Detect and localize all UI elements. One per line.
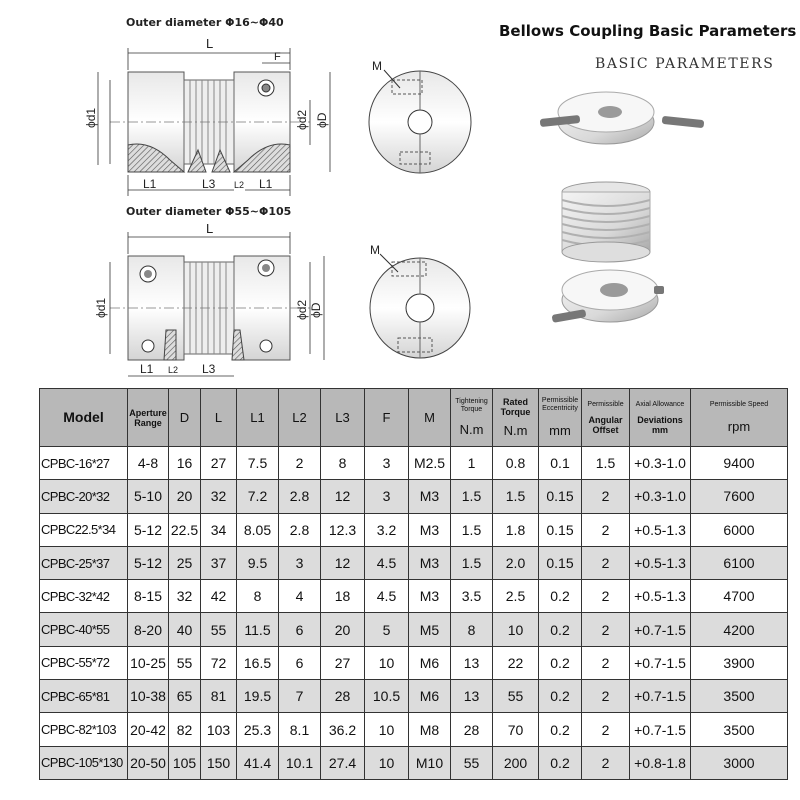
cell-l1: 8.05 (237, 513, 279, 546)
cell-m: M5 (409, 613, 451, 646)
header-aperture-range: Aperture Range (128, 389, 169, 447)
product-photo-hub-bottom (552, 270, 664, 323)
cell-tightening: 3.5 (451, 580, 493, 613)
cell-d: 82 (169, 713, 201, 746)
cell-d: 40 (169, 613, 201, 646)
cell-l2: 2.8 (279, 480, 321, 513)
cell-axial: +0.7-1.5 (630, 613, 691, 646)
cell-l: 37 (201, 546, 237, 579)
dim-label-l: L (206, 36, 214, 51)
cell-speed: 7600 (691, 480, 788, 513)
cell-speed: 3500 (691, 713, 788, 746)
cell-d: 20 (169, 480, 201, 513)
cell-axial: +0.5-1.3 (630, 546, 691, 579)
cell-aperture: 5-12 (128, 513, 169, 546)
cell-l2: 6 (279, 613, 321, 646)
cell-model: CPBC-105*130 (40, 746, 128, 779)
top-coupling-end-view (369, 70, 471, 173)
header-l: L (201, 389, 237, 447)
cell-l1: 11.5 (237, 613, 279, 646)
cell-rated: 1.8 (493, 513, 539, 546)
cell-l2: 6 (279, 646, 321, 679)
header-m: M (409, 389, 451, 447)
cell-model: CPBC-20*32 (40, 480, 128, 513)
cell-m: M2.5 (409, 447, 451, 480)
cell-l1: 19.5 (237, 680, 279, 713)
product-photo-hub-with-screws (540, 92, 705, 144)
cell-tightening: 1.5 (451, 546, 493, 579)
cell-m: M8 (409, 713, 451, 746)
cell-speed: 6000 (691, 513, 788, 546)
cell-l2: 2 (279, 447, 321, 480)
dim-label-m-top: M (372, 59, 382, 73)
dim-label-f: F (274, 51, 281, 63)
cell-ecc: 0.1 (539, 447, 582, 480)
cell-m: M3 (409, 580, 451, 613)
cell-aperture: 10-25 (128, 646, 169, 679)
top-diagram-caption: Outer diameter Φ16~Φ40 (126, 16, 284, 29)
header-d: D (169, 389, 201, 447)
header-eccentricity: Permissible Eccentricity mm (539, 389, 582, 447)
cell-tightening: 13 (451, 646, 493, 679)
cell-rated: 55 (493, 680, 539, 713)
cell-axial: +0.5-1.3 (630, 580, 691, 613)
cell-ecc: 0.2 (539, 746, 582, 779)
cell-l1: 7.5 (237, 447, 279, 480)
cell-l: 34 (201, 513, 237, 546)
header-f: F (365, 389, 409, 447)
cell-d: 65 (169, 680, 201, 713)
dim-label-big-d-bottom: ϕD (309, 302, 323, 318)
cell-axial: +0.5-1.3 (630, 513, 691, 546)
table-row (40, 580, 788, 613)
table-row (40, 513, 788, 546)
cell-l: 81 (201, 680, 237, 713)
header-model: Model (40, 389, 128, 447)
cell-l: 150 (201, 746, 237, 779)
cell-d: 32 (169, 580, 201, 613)
cell-l1: 16.5 (237, 646, 279, 679)
cell-l: 42 (201, 580, 237, 613)
spec-table (39, 388, 788, 780)
cell-d: 105 (169, 746, 201, 779)
cell-l3: 28 (321, 680, 365, 713)
page-title: Bellows Coupling Basic Parameters (499, 22, 797, 40)
cell-l3: 27.4 (321, 746, 365, 779)
dim-label-d2-bottom: ϕd2 (295, 299, 309, 320)
cell-m: M3 (409, 513, 451, 546)
cell-rated: 10 (493, 613, 539, 646)
cell-aperture: 8-20 (128, 613, 169, 646)
cell-speed: 9400 (691, 447, 788, 480)
cell-axial: +0.7-1.5 (630, 713, 691, 746)
cell-tightening: 1.5 (451, 480, 493, 513)
dim-label-l1-left: L1 (143, 177, 157, 191)
dim-label-m-bottom: M (370, 243, 380, 257)
cell-ecc: 0.2 (539, 713, 582, 746)
header-tightening-torque: Tightening Torque N.m (451, 389, 493, 447)
cell-d: 16 (169, 447, 201, 480)
cell-rated: 2.5 (493, 580, 539, 613)
cell-aperture: 10-38 (128, 680, 169, 713)
cell-axial: +0.8-1.8 (630, 746, 691, 779)
table-row (40, 680, 788, 713)
cell-ecc: 0.15 (539, 546, 582, 579)
cell-l2: 7 (279, 680, 321, 713)
cell-aperture: 20-42 (128, 713, 169, 746)
table-row (40, 447, 788, 480)
cell-l1: 9.5 (237, 546, 279, 579)
cell-model: CPBC-65*81 (40, 680, 128, 713)
table-row (40, 646, 788, 679)
header-axial-allowance: Axial Allowance Deviations mm (630, 389, 691, 447)
cell-l2: 3 (279, 546, 321, 579)
cell-ecc: 0.2 (539, 646, 582, 679)
dim-label-l2-bottom: L2 (168, 365, 179, 375)
cell-ang: 1.5 (582, 447, 630, 480)
spec-table-header-row (40, 389, 788, 447)
cell-speed: 4200 (691, 613, 788, 646)
technical-drawings (0, 0, 800, 385)
cell-speed: 6100 (691, 546, 788, 579)
cell-l: 32 (201, 480, 237, 513)
cell-l1: 8 (237, 580, 279, 613)
cell-speed: 3500 (691, 680, 788, 713)
cell-ang: 2 (582, 713, 630, 746)
cell-model: CPBC-55*72 (40, 646, 128, 679)
table-row (40, 480, 788, 513)
cell-l: 55 (201, 613, 237, 646)
cell-f: 4.5 (365, 546, 409, 579)
cell-rated: 22 (493, 646, 539, 679)
cell-l3: 18 (321, 580, 365, 613)
bottom-diagram-caption: Outer diameter Φ55~Φ105 (126, 205, 292, 218)
header-l3: L3 (321, 389, 365, 447)
cell-aperture: 20-50 (128, 746, 169, 779)
cell-ecc: 0.15 (539, 513, 582, 546)
cell-ang: 2 (582, 480, 630, 513)
cell-m: M10 (409, 746, 451, 779)
cell-ang: 2 (582, 746, 630, 779)
cell-f: 3 (365, 447, 409, 480)
cell-l1: 41.4 (237, 746, 279, 779)
cell-d: 22.5 (169, 513, 201, 546)
cell-speed: 3000 (691, 746, 788, 779)
cell-m: M3 (409, 480, 451, 513)
cell-d: 25 (169, 546, 201, 579)
cell-axial: +0.3-1.0 (630, 447, 691, 480)
cell-l: 72 (201, 646, 237, 679)
table-row (40, 613, 788, 646)
header-l2: L2 (279, 389, 321, 447)
product-photo-bellows (562, 182, 650, 262)
cell-ang: 2 (582, 646, 630, 679)
cell-l2: 10.1 (279, 746, 321, 779)
header-rated-torque: Rated Torque N.m (493, 389, 539, 447)
table-row (40, 546, 788, 579)
dim-label-l1-bottom: L1 (140, 362, 154, 376)
cell-l1: 7.2 (237, 480, 279, 513)
table-row (40, 746, 788, 779)
dim-label-big-d: ϕD (315, 112, 329, 128)
cell-l1: 25.3 (237, 713, 279, 746)
cell-f: 3.2 (365, 513, 409, 546)
dim-label-l1-right: L1 (259, 177, 273, 191)
cell-l3: 12.3 (321, 513, 365, 546)
cell-m: M3 (409, 546, 451, 579)
dim-label-l-bottom: L (206, 221, 214, 236)
bottom-coupling-end-view (370, 254, 470, 358)
cell-model: CPBC-16*27 (40, 447, 128, 480)
cell-l2: 2.8 (279, 513, 321, 546)
cell-l3: 20 (321, 613, 365, 646)
cell-tightening: 1 (451, 447, 493, 480)
cell-model: CPBC-82*103 (40, 713, 128, 746)
cell-ang: 2 (582, 513, 630, 546)
cell-ecc: 0.2 (539, 613, 582, 646)
cell-f: 3 (365, 480, 409, 513)
cell-rated: 70 (493, 713, 539, 746)
cell-m: M6 (409, 680, 451, 713)
cell-tightening: 13 (451, 680, 493, 713)
cell-ang: 2 (582, 680, 630, 713)
cell-rated: 200 (493, 746, 539, 779)
dim-label-l2: L2 (234, 180, 245, 190)
dim-label-l3-bottom: L3 (202, 362, 216, 376)
header-angular-offset: Permissible Angular Offset (582, 389, 630, 447)
dim-label-d1-bottom: ϕd1 (94, 297, 108, 318)
cell-l3: 12 (321, 546, 365, 579)
cell-axial: +0.7-1.5 (630, 680, 691, 713)
cell-tightening: 1.5 (451, 513, 493, 546)
cell-rated: 0.8 (493, 447, 539, 480)
cell-tightening: 55 (451, 746, 493, 779)
page-subtitle: BASIC PARAMETERS (595, 56, 775, 72)
cell-aperture: 5-10 (128, 480, 169, 513)
top-coupling-side-view (110, 72, 310, 172)
cell-speed: 3900 (691, 646, 788, 679)
cell-l3: 8 (321, 447, 365, 480)
cell-f: 10.5 (365, 680, 409, 713)
bottom-coupling-side-view (110, 256, 310, 360)
cell-aperture: 4-8 (128, 447, 169, 480)
cell-l: 103 (201, 713, 237, 746)
cell-tightening: 28 (451, 713, 493, 746)
cell-ecc: 0.2 (539, 680, 582, 713)
cell-model: CPBC-40*55 (40, 613, 128, 646)
cell-l2: 4 (279, 580, 321, 613)
cell-f: 10 (365, 746, 409, 779)
cell-f: 10 (365, 646, 409, 679)
cell-rated: 1.5 (493, 480, 539, 513)
cell-ecc: 0.15 (539, 480, 582, 513)
header-l1: L1 (237, 389, 279, 447)
cell-f: 4.5 (365, 580, 409, 613)
table-row (40, 713, 788, 746)
cell-f: 5 (365, 613, 409, 646)
cell-speed: 4700 (691, 580, 788, 613)
dim-label-d1: ϕd1 (84, 107, 98, 128)
dim-label-l3: L3 (202, 177, 216, 191)
cell-ang: 2 (582, 580, 630, 613)
cell-model: CPBC-25*37 (40, 546, 128, 579)
cell-l3: 12 (321, 480, 365, 513)
cell-l: 27 (201, 447, 237, 480)
cell-ecc: 0.2 (539, 580, 582, 613)
header-permissible-speed: Permissible Speed rpm (691, 389, 788, 447)
spec-table-body (40, 447, 788, 780)
cell-ang: 2 (582, 546, 630, 579)
cell-tightening: 8 (451, 613, 493, 646)
cell-aperture: 5-12 (128, 546, 169, 579)
cell-model: CPBC22.5*34 (40, 513, 128, 546)
cell-axial: +0.3-1.0 (630, 480, 691, 513)
cell-rated: 2.0 (493, 546, 539, 579)
dim-label-d2: ϕd2 (295, 109, 309, 130)
cell-ang: 2 (582, 613, 630, 646)
cell-model: CPBC-32*42 (40, 580, 128, 613)
cell-aperture: 8-15 (128, 580, 169, 613)
cell-l3: 27 (321, 646, 365, 679)
cell-axial: +0.7-1.5 (630, 646, 691, 679)
cell-d: 55 (169, 646, 201, 679)
cell-l3: 36.2 (321, 713, 365, 746)
cell-m: M6 (409, 646, 451, 679)
cell-f: 10 (365, 713, 409, 746)
cell-l2: 8.1 (279, 713, 321, 746)
